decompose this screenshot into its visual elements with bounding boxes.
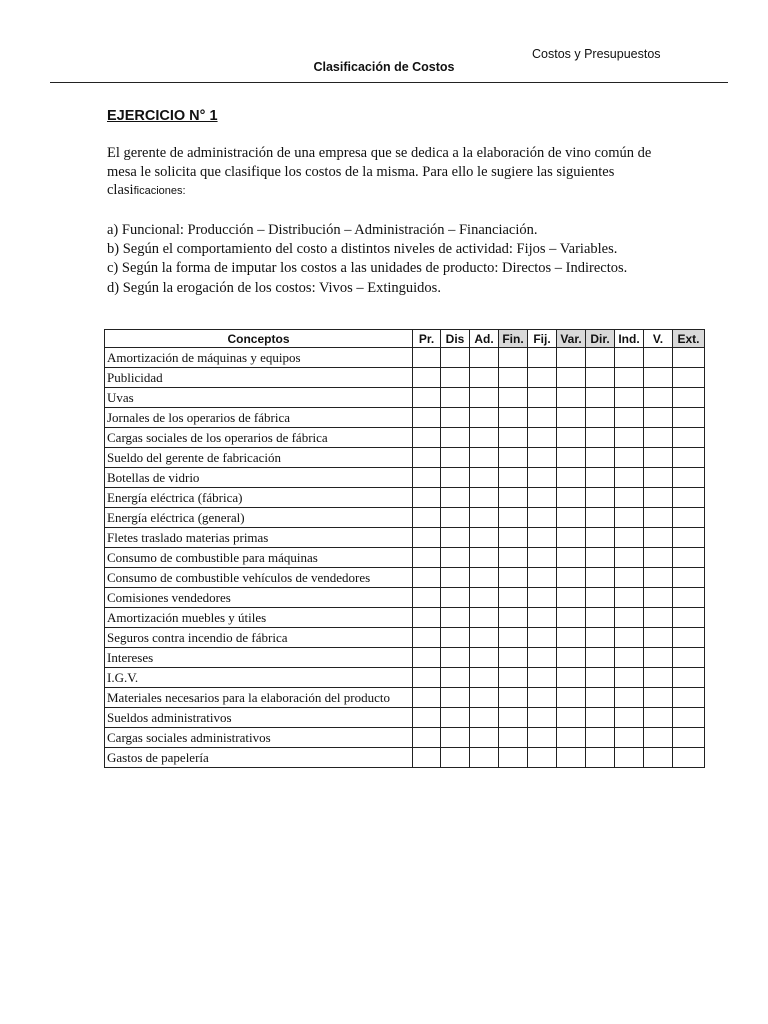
- course-name: Costos y Presupuestos: [532, 47, 661, 61]
- answer-cell[interactable]: [413, 708, 441, 728]
- answer-cell[interactable]: [557, 608, 586, 628]
- column-header: Fij.: [528, 330, 557, 348]
- answer-cell[interactable]: [470, 728, 499, 748]
- answer-cell[interactable]: [441, 368, 470, 388]
- answer-cell[interactable]: [499, 448, 528, 468]
- answer-cell[interactable]: [413, 408, 441, 428]
- answer-cell[interactable]: [528, 568, 557, 588]
- answer-cell[interactable]: [441, 388, 470, 408]
- table-row: [105, 548, 705, 568]
- answer-cell[interactable]: [673, 508, 705, 528]
- answer-cell[interactable]: [557, 728, 586, 748]
- answer-cell[interactable]: [615, 468, 644, 488]
- answer-cell[interactable]: [528, 448, 557, 468]
- answer-cell[interactable]: [644, 348, 673, 368]
- table-row: [105, 428, 705, 448]
- answer-cell[interactable]: [470, 468, 499, 488]
- concept-cell: Cargas sociales de los operarios de fábrica: [105, 428, 413, 448]
- option-b: b) Según el comportamiento del costo a distintos niveles de actividad: Fijos – Variables.: [107, 241, 618, 257]
- answer-cell[interactable]: [673, 708, 705, 728]
- answer-cell[interactable]: [413, 348, 441, 368]
- answer-cell[interactable]: [586, 688, 615, 708]
- answer-cell[interactable]: [586, 348, 615, 368]
- concepts-header: Conceptos: [105, 330, 413, 348]
- answer-cell[interactable]: [557, 568, 586, 588]
- answer-cell[interactable]: [470, 548, 499, 568]
- answer-cell[interactable]: [528, 368, 557, 388]
- answer-cell[interactable]: [557, 708, 586, 728]
- answer-cell[interactable]: [470, 488, 499, 508]
- answer-cell[interactable]: [499, 728, 528, 748]
- table-row: [105, 628, 705, 648]
- answer-cell[interactable]: [441, 668, 470, 688]
- answer-cell[interactable]: [528, 608, 557, 628]
- answer-cell[interactable]: [673, 688, 705, 708]
- answer-cell[interactable]: [528, 548, 557, 568]
- answer-cell[interactable]: [615, 548, 644, 568]
- answer-cell[interactable]: [557, 528, 586, 548]
- answer-cell[interactable]: [470, 348, 499, 368]
- answer-cell[interactable]: [413, 528, 441, 548]
- answer-cell[interactable]: [586, 608, 615, 628]
- answer-cell[interactable]: [586, 488, 615, 508]
- answer-cell[interactable]: [528, 708, 557, 728]
- answer-cell[interactable]: [673, 748, 705, 768]
- answer-cell[interactable]: [528, 468, 557, 488]
- table-row: [105, 648, 705, 668]
- answer-cell[interactable]: [413, 648, 441, 668]
- answer-cell[interactable]: [673, 648, 705, 668]
- answer-cell[interactable]: [615, 708, 644, 728]
- answer-cell[interactable]: [557, 408, 586, 428]
- answer-cell[interactable]: [673, 368, 705, 388]
- table-row: [105, 728, 705, 748]
- answer-cell[interactable]: [528, 668, 557, 688]
- answer-cell[interactable]: [499, 528, 528, 548]
- answer-cell[interactable]: [470, 748, 499, 768]
- answer-cell[interactable]: [441, 688, 470, 708]
- answer-cell[interactable]: [644, 388, 673, 408]
- answer-cell[interactable]: [586, 428, 615, 448]
- answer-cell[interactable]: [470, 588, 499, 608]
- answer-cell[interactable]: [644, 448, 673, 468]
- table-body: [105, 348, 705, 768]
- answer-cell[interactable]: [615, 608, 644, 628]
- answer-cell[interactable]: [557, 388, 586, 408]
- answer-cell[interactable]: [441, 708, 470, 728]
- answer-cell[interactable]: [615, 748, 644, 768]
- classification-options: [107, 221, 707, 298]
- concept-cell: Botellas de vidrio: [105, 468, 413, 488]
- answer-cell[interactable]: [499, 408, 528, 428]
- option-a: a) Funcional: Producción – Distribución – Administración – Financiación.: [107, 222, 538, 238]
- answer-cell[interactable]: [413, 448, 441, 468]
- answer-cell[interactable]: [615, 668, 644, 688]
- table-row: [105, 708, 705, 728]
- answer-cell[interactable]: [470, 628, 499, 648]
- answer-cell[interactable]: [499, 548, 528, 568]
- answer-cell[interactable]: [557, 428, 586, 448]
- column-header: Fin.: [499, 330, 528, 348]
- answer-cell[interactable]: [586, 508, 615, 528]
- answer-cell[interactable]: [470, 568, 499, 588]
- concept-cell: Jornales de los operarios de fábrica: [105, 408, 413, 428]
- answer-cell[interactable]: [644, 628, 673, 648]
- classification-table: [104, 329, 705, 768]
- exercise-intro: [107, 144, 667, 201]
- concept-cell: Energía eléctrica (fábrica): [105, 488, 413, 508]
- answer-cell[interactable]: [557, 508, 586, 528]
- concept-cell: Energía eléctrica (general): [105, 508, 413, 528]
- answer-cell[interactable]: [673, 608, 705, 628]
- answer-cell[interactable]: [470, 448, 499, 468]
- answer-cell[interactable]: [441, 728, 470, 748]
- answer-cell[interactable]: [615, 588, 644, 608]
- answer-cell[interactable]: [499, 568, 528, 588]
- answer-cell[interactable]: [644, 428, 673, 448]
- answer-cell[interactable]: [470, 428, 499, 448]
- answer-cell[interactable]: [644, 508, 673, 528]
- answer-cell[interactable]: [499, 468, 528, 488]
- answer-cell[interactable]: [644, 548, 673, 568]
- answer-cell[interactable]: [413, 428, 441, 448]
- answer-cell[interactable]: [499, 588, 528, 608]
- answer-cell[interactable]: [470, 668, 499, 688]
- answer-cell[interactable]: [557, 648, 586, 668]
- answer-cell[interactable]: [644, 368, 673, 388]
- answer-cell[interactable]: [586, 728, 615, 748]
- answer-cell[interactable]: [586, 408, 615, 428]
- answer-cell[interactable]: [644, 668, 673, 688]
- answer-cell[interactable]: [413, 548, 441, 568]
- answer-cell[interactable]: [528, 528, 557, 548]
- concept-cell: Amortización de máquinas y equipos: [105, 348, 413, 368]
- table-row: [105, 668, 705, 688]
- answer-cell[interactable]: [557, 488, 586, 508]
- column-header: Pr.: [413, 330, 441, 348]
- answer-cell[interactable]: [586, 368, 615, 388]
- answer-cell[interactable]: [470, 388, 499, 408]
- concept-cell: Publicidad: [105, 368, 413, 388]
- concept-cell: Amortización muebles y útiles: [105, 608, 413, 628]
- answer-cell[interactable]: [528, 428, 557, 448]
- answer-cell[interactable]: [528, 588, 557, 608]
- answer-cell[interactable]: [499, 508, 528, 528]
- answer-cell[interactable]: [557, 348, 586, 368]
- answer-cell[interactable]: [528, 348, 557, 368]
- concept-cell: I.G.V.: [105, 668, 413, 688]
- concept-cell: Comisiones vendedores: [105, 588, 413, 608]
- intro-tail: ficaciones:: [133, 185, 186, 197]
- answer-cell[interactable]: [615, 428, 644, 448]
- table-row: [105, 468, 705, 488]
- answer-cell[interactable]: [470, 368, 499, 388]
- column-header: Dis: [441, 330, 470, 348]
- answer-cell[interactable]: [499, 628, 528, 648]
- column-header: V.: [644, 330, 673, 348]
- page-topic: Clasificación de Costos: [313, 60, 455, 74]
- answer-cell[interactable]: [673, 428, 705, 448]
- answer-cell[interactable]: [586, 708, 615, 728]
- table-row: [105, 688, 705, 708]
- answer-cell[interactable]: [586, 568, 615, 588]
- table-header-row: [105, 330, 705, 348]
- answer-cell[interactable]: [528, 508, 557, 528]
- answer-cell[interactable]: [586, 668, 615, 688]
- answer-cell[interactable]: [586, 648, 615, 668]
- answer-cell[interactable]: [441, 488, 470, 508]
- answer-cell[interactable]: [615, 628, 644, 648]
- answer-cell[interactable]: [528, 488, 557, 508]
- answer-cell[interactable]: [586, 628, 615, 648]
- table-row: [105, 388, 705, 408]
- answer-cell[interactable]: [644, 748, 673, 768]
- answer-cell[interactable]: [499, 668, 528, 688]
- answer-cell[interactable]: [499, 648, 528, 668]
- answer-cell[interactable]: [528, 648, 557, 668]
- concept-cell: Intereses: [105, 648, 413, 668]
- answer-cell[interactable]: [557, 368, 586, 388]
- concept-cell: Seguros contra incendio de fábrica: [105, 628, 413, 648]
- answer-cell[interactable]: [673, 568, 705, 588]
- column-header: Ad.: [470, 330, 499, 348]
- concept-cell: Cargas sociales administrativos: [105, 728, 413, 748]
- concept-cell: Fletes traslado materias primas: [105, 528, 413, 548]
- table-row: [105, 608, 705, 628]
- answer-cell[interactable]: [673, 728, 705, 748]
- answer-cell[interactable]: [470, 408, 499, 428]
- answer-cell[interactable]: [413, 668, 441, 688]
- answer-cell[interactable]: [413, 588, 441, 608]
- answer-cell[interactable]: [413, 468, 441, 488]
- table-row: [105, 588, 705, 608]
- answer-cell[interactable]: [673, 468, 705, 488]
- exercise-title: EJERCICIO N° 1: [107, 108, 218, 124]
- table-row: [105, 528, 705, 548]
- answer-cell[interactable]: [413, 748, 441, 768]
- option-d: d) Según la erogación de los costos: Vivos – Extinguidos.: [107, 280, 441, 296]
- answer-cell[interactable]: [644, 568, 673, 588]
- answer-cell[interactable]: [413, 568, 441, 588]
- answer-cell[interactable]: [413, 388, 441, 408]
- answer-cell[interactable]: [644, 688, 673, 708]
- answer-cell[interactable]: [615, 348, 644, 368]
- answer-cell[interactable]: [673, 528, 705, 548]
- answer-cell[interactable]: [673, 668, 705, 688]
- answer-cell[interactable]: [644, 648, 673, 668]
- answer-cell[interactable]: [615, 408, 644, 428]
- answer-cell[interactable]: [644, 608, 673, 628]
- answer-cell[interactable]: [441, 628, 470, 648]
- table-row: [105, 748, 705, 768]
- answer-cell[interactable]: [557, 748, 586, 768]
- concept-cell: Gastos de papelería: [105, 748, 413, 768]
- answer-cell[interactable]: [557, 468, 586, 488]
- answer-cell[interactable]: [470, 688, 499, 708]
- answer-cell[interactable]: [615, 488, 644, 508]
- answer-cell[interactable]: [528, 408, 557, 428]
- answer-cell[interactable]: [615, 688, 644, 708]
- answer-cell[interactable]: [413, 628, 441, 648]
- answer-cell[interactable]: [413, 368, 441, 388]
- table-row: [105, 508, 705, 528]
- answer-cell[interactable]: [644, 588, 673, 608]
- column-header: Ext.: [673, 330, 705, 348]
- answer-cell[interactable]: [615, 728, 644, 748]
- answer-cell[interactable]: [441, 648, 470, 668]
- answer-cell[interactable]: [586, 588, 615, 608]
- answer-cell[interactable]: [557, 448, 586, 468]
- answer-cell[interactable]: [470, 608, 499, 628]
- column-header: Dir.: [586, 330, 615, 348]
- answer-cell[interactable]: [644, 408, 673, 428]
- answer-cell[interactable]: [557, 668, 586, 688]
- answer-cell[interactable]: [528, 628, 557, 648]
- header-divider: [50, 82, 728, 83]
- answer-cell[interactable]: [673, 348, 705, 368]
- concept-cell: Consumo de combustible para máquinas: [105, 548, 413, 568]
- answer-cell[interactable]: [586, 468, 615, 488]
- answer-cell[interactable]: [499, 388, 528, 408]
- answer-cell[interactable]: [413, 608, 441, 628]
- answer-cell[interactable]: [441, 468, 470, 488]
- answer-cell[interactable]: [499, 368, 528, 388]
- table-row: [105, 368, 705, 388]
- answer-cell[interactable]: [673, 548, 705, 568]
- answer-cell[interactable]: [557, 588, 586, 608]
- answer-cell[interactable]: [413, 688, 441, 708]
- answer-cell[interactable]: [528, 688, 557, 708]
- answer-cell[interactable]: [441, 528, 470, 548]
- answer-cell[interactable]: [413, 508, 441, 528]
- table-row: [105, 408, 705, 428]
- answer-cell[interactable]: [673, 588, 705, 608]
- answer-cell[interactable]: [615, 528, 644, 548]
- answer-cell[interactable]: [615, 648, 644, 668]
- answer-cell[interactable]: [586, 448, 615, 468]
- answer-cell[interactable]: [586, 748, 615, 768]
- answer-cell[interactable]: [673, 408, 705, 428]
- answer-cell[interactable]: [673, 488, 705, 508]
- answer-cell[interactable]: [499, 708, 528, 728]
- answer-cell[interactable]: [441, 348, 470, 368]
- answer-cell[interactable]: [499, 608, 528, 628]
- answer-cell[interactable]: [586, 548, 615, 568]
- intro-main: El gerente de administración de una empresa que se dedica a la elaboración de vino común de mesa le solicita que clasifique los costos de la misma. Para ello le sugiere las siguientes clasi: [107, 145, 652, 198]
- answer-cell[interactable]: [673, 628, 705, 648]
- answer-cell[interactable]: [470, 508, 499, 528]
- answer-cell[interactable]: [413, 728, 441, 748]
- table-row: [105, 448, 705, 468]
- table-row: [105, 488, 705, 508]
- answer-cell[interactable]: [586, 528, 615, 548]
- answer-cell[interactable]: [470, 648, 499, 668]
- answer-cell[interactable]: [557, 688, 586, 708]
- answer-cell[interactable]: [615, 508, 644, 528]
- answer-cell[interactable]: [441, 508, 470, 528]
- answer-cell[interactable]: [644, 728, 673, 748]
- column-header: Ind.: [615, 330, 644, 348]
- answer-cell[interactable]: [470, 708, 499, 728]
- concept-cell: Consumo de combustible vehículos de vendedores: [105, 568, 413, 588]
- option-c: c) Según la forma de imputar los costos a las unidades de producto: Directos – Indirectos.: [107, 260, 628, 276]
- answer-cell[interactable]: [557, 548, 586, 568]
- answer-cell[interactable]: [499, 428, 528, 448]
- answer-cell[interactable]: [615, 448, 644, 468]
- answer-cell[interactable]: [644, 708, 673, 728]
- answer-cell[interactable]: [441, 568, 470, 588]
- answer-cell[interactable]: [615, 388, 644, 408]
- answer-cell[interactable]: [499, 688, 528, 708]
- answer-cell[interactable]: [673, 448, 705, 468]
- answer-cell[interactable]: [644, 528, 673, 548]
- answer-cell[interactable]: [528, 728, 557, 748]
- answer-cell[interactable]: [673, 388, 705, 408]
- concept-cell: Sueldos administrativos: [105, 708, 413, 728]
- answer-cell[interactable]: [441, 588, 470, 608]
- table-row: [105, 568, 705, 588]
- answer-cell[interactable]: [441, 608, 470, 628]
- answer-cell[interactable]: [441, 448, 470, 468]
- column-header: Var.: [557, 330, 586, 348]
- answer-cell[interactable]: [499, 488, 528, 508]
- answer-cell[interactable]: [644, 488, 673, 508]
- concept-cell: Sueldo del gerente de fabricación: [105, 448, 413, 468]
- concept-cell: Uvas: [105, 388, 413, 408]
- answer-cell[interactable]: [644, 468, 673, 488]
- answer-cell[interactable]: [528, 388, 557, 408]
- answer-cell[interactable]: [499, 348, 528, 368]
- answer-cell[interactable]: [499, 748, 528, 768]
- answer-cell[interactable]: [413, 488, 441, 508]
- table-row: [105, 348, 705, 368]
- answer-cell[interactable]: [615, 368, 644, 388]
- answer-cell[interactable]: [557, 628, 586, 648]
- answer-cell[interactable]: [441, 428, 470, 448]
- answer-cell[interactable]: [586, 388, 615, 408]
- answer-cell[interactable]: [441, 548, 470, 568]
- answer-cell[interactable]: [528, 748, 557, 768]
- answer-cell[interactable]: [470, 528, 499, 548]
- answer-cell[interactable]: [615, 568, 644, 588]
- concept-cell: Materiales necesarios para la elaboración del producto: [105, 688, 413, 708]
- answer-cell[interactable]: [441, 408, 470, 428]
- answer-cell[interactable]: [441, 748, 470, 768]
